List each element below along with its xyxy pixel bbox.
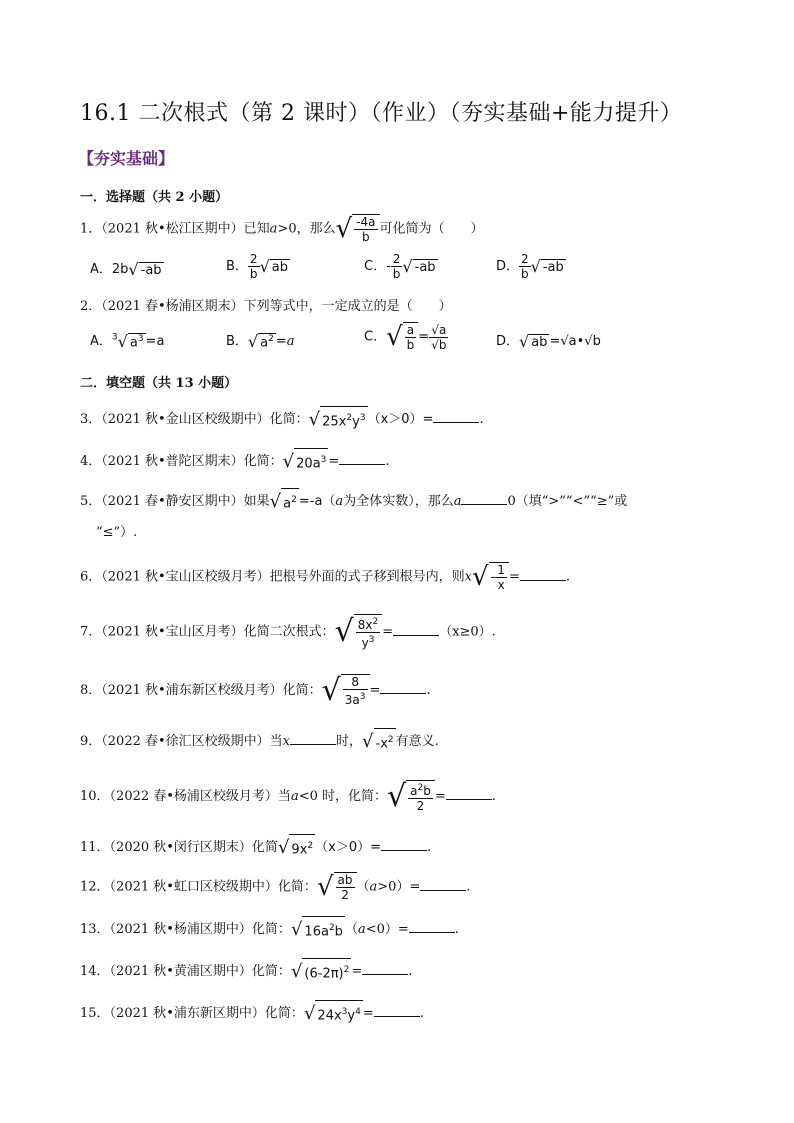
root-index: 3 bbox=[111, 332, 118, 343]
q-text: （2021 春•静安区期中）如果 bbox=[101, 494, 270, 510]
question-10: 10．（2022 春•杨浦区校级月考）当a<0 时，化简：√ $\frac{a^2b}{2}$ = . bbox=[80, 778, 496, 814]
period: . bbox=[426, 840, 432, 856]
option-label: A． bbox=[90, 334, 112, 349]
denominator: b bbox=[392, 267, 401, 281]
var: x bbox=[464, 569, 473, 585]
numerator: 2 bbox=[521, 252, 529, 266]
question-5: 5．（2021 春•静安区期中）如果√ $a^2 =-a(a$为全体实数），那么a 0（填“>”“<”“≥”或 bbox=[80, 488, 627, 515]
page-title: 16.1 二次根式（第 2 课时）（作业）（夯实基础+能力提升） bbox=[80, 101, 683, 126]
exponent: 2 bbox=[328, 923, 335, 933]
option-label: D． bbox=[496, 259, 520, 274]
condition: <0）= bbox=[365, 922, 409, 938]
q-text: 0（填“>”“<”“≥”或 bbox=[507, 494, 628, 510]
option-label: B． bbox=[226, 334, 248, 349]
exponent: 3 bbox=[359, 692, 366, 702]
q-text: （2021 秋•杨浦区期中）化简： bbox=[109, 922, 291, 938]
question-5-line2: “≤”）. bbox=[96, 525, 138, 540]
q-text: （2021 秋•金山区校级期中）化简： bbox=[101, 412, 309, 428]
exponent: 2 bbox=[307, 841, 314, 851]
q-num: 11． bbox=[80, 840, 110, 856]
var: a bbox=[269, 221, 278, 237]
question-15: 15．（2021 秋•浦东新区期中）化简：√ $24x^3y^4$ = . bbox=[80, 1000, 424, 1027]
question-4: 4．（2021 秋•普陀区期末）化简：√ $20a^3$ = . bbox=[80, 448, 389, 475]
radicand: ab bbox=[271, 259, 288, 275]
numerator: a bbox=[438, 322, 447, 337]
q-text: （2022 春•杨浦区校级月考）当 bbox=[109, 789, 291, 804]
exponent: 3 bbox=[341, 1007, 348, 1017]
numerator: ab bbox=[337, 873, 353, 887]
denominator: y bbox=[361, 636, 369, 650]
period: . bbox=[408, 964, 413, 980]
period: . bbox=[565, 569, 570, 585]
question-3: 3．（2021 秋•金山区校级期中）化简：√ $25x^2y^3$ （x＞0）= . bbox=[80, 406, 484, 433]
answer-blank[interactable] bbox=[446, 787, 492, 800]
question-6: 6．（2021 秋•宝山区校级月考）把根号外面的式子移到根号内，则x√ - $\frac{1}{x}$ = . bbox=[80, 562, 570, 592]
radicand: y bbox=[352, 414, 360, 430]
q-text: 可化简为（ ） bbox=[379, 221, 484, 237]
result: = bbox=[275, 334, 287, 349]
period: . bbox=[385, 454, 390, 470]
minus: - bbox=[490, 570, 496, 585]
q-num: 5． bbox=[80, 494, 102, 510]
equals: = bbox=[382, 624, 394, 640]
q1-option-d[interactable]: D． $\frac{2}{b}$ √ -ab bbox=[496, 252, 564, 281]
radicand: -ab bbox=[542, 259, 564, 275]
denominator: b bbox=[249, 267, 258, 281]
question-13: 13．（2021 秋•杨浦区期中）化简：√ $16a^2b$ （a<0）= . bbox=[80, 916, 459, 943]
exponent: 2 bbox=[291, 495, 297, 505]
exponent: 2 bbox=[387, 735, 394, 745]
result: =a bbox=[145, 334, 165, 349]
answer-blank[interactable] bbox=[362, 962, 408, 975]
period: . bbox=[466, 879, 471, 895]
var: a bbox=[286, 334, 295, 349]
period: . bbox=[454, 922, 459, 938]
q-num: 15． bbox=[80, 1006, 110, 1022]
question-12: 12．（2021 秋•虹口区校级期中）化简：√ $\frac{ab}{2}$ （a>0）= . bbox=[80, 872, 471, 902]
q-text: （2021 秋•松江区期中）已知 bbox=[101, 221, 270, 237]
denominator: 2 bbox=[416, 799, 425, 813]
condition: （x≥0）. bbox=[439, 624, 496, 640]
exponent: 2 bbox=[343, 965, 350, 975]
answer-blank[interactable] bbox=[339, 452, 385, 465]
exponent: 2 bbox=[372, 617, 379, 627]
q-text: （2021 秋•虹口区校级期中）化简： bbox=[109, 879, 317, 895]
q-text: （2021 秋•黄浦区期中）化简： bbox=[109, 964, 291, 980]
equals: = bbox=[434, 789, 446, 804]
q-num: 2． bbox=[80, 299, 102, 314]
radicand: -ab bbox=[414, 259, 436, 275]
radicand: a bbox=[260, 335, 269, 351]
numerator: a bbox=[410, 784, 418, 798]
answer-blank[interactable] bbox=[290, 732, 336, 745]
q-text: <0 时，化简： bbox=[298, 789, 387, 804]
q-text: （2021 秋•普陀区期末）化简： bbox=[101, 454, 283, 470]
part2-heading: 二．填空题（共 13 小题） bbox=[80, 376, 238, 391]
q2-option-a[interactable]: A．$^3$√ $a^3 =a$ bbox=[90, 332, 165, 351]
var: a bbox=[335, 494, 344, 510]
dot: • bbox=[576, 334, 585, 349]
exponent: 2 bbox=[346, 413, 353, 423]
period: . bbox=[419, 1006, 424, 1022]
option-label: C．- bbox=[364, 259, 391, 274]
exponent: 4 bbox=[355, 1007, 361, 1017]
radicand: y bbox=[347, 1008, 356, 1024]
numerator: 2 bbox=[249, 252, 258, 266]
numerator: 8 bbox=[343, 675, 368, 690]
option-label: B． bbox=[226, 259, 248, 274]
q-num: 3． bbox=[80, 412, 102, 428]
option-label: D． bbox=[496, 334, 520, 349]
numerator: b bbox=[423, 784, 431, 798]
q-text: （2022 春•徐汇区校级期中）当 bbox=[101, 734, 283, 750]
var: a bbox=[453, 494, 462, 510]
option-label: C． bbox=[364, 329, 387, 345]
equals: = bbox=[508, 569, 520, 585]
var: x bbox=[282, 734, 291, 750]
condition: （x＞0）= bbox=[367, 412, 434, 428]
answer-blank[interactable] bbox=[393, 623, 439, 636]
exponent: 2 bbox=[417, 783, 424, 793]
answer-blank[interactable] bbox=[520, 568, 566, 581]
condition: （x＞0）= bbox=[315, 840, 381, 856]
answer-blank[interactable] bbox=[381, 838, 427, 851]
q-text: 为全体实数），那么 bbox=[343, 494, 454, 510]
denominator: b bbox=[521, 267, 529, 281]
q-text: （2020 秋•闵行区期末）化简 bbox=[109, 840, 278, 856]
answer-blank[interactable] bbox=[420, 878, 466, 891]
condition: （ bbox=[344, 922, 358, 938]
exponent: 3 bbox=[359, 413, 366, 423]
answer-blank[interactable] bbox=[380, 681, 426, 694]
answer-blank[interactable] bbox=[461, 492, 507, 505]
q1-option-c[interactable]: C．- $\frac{2}{b}$ √ -ab bbox=[364, 252, 436, 281]
denominator: b bbox=[406, 338, 415, 352]
q1-option-a[interactable]: A．2b√ -ab bbox=[90, 260, 162, 279]
denominator: b bbox=[438, 337, 447, 352]
period: . bbox=[426, 683, 431, 698]
exponent: 3 bbox=[137, 333, 144, 344]
equals: = bbox=[362, 1006, 374, 1022]
period: . bbox=[491, 789, 496, 804]
question-7: 7．（2021 秋•宝山区月考）化简二次根式：√ $\frac{8x^2}{y^3}$ = （x≥0）. bbox=[80, 614, 496, 650]
radicand: b bbox=[334, 924, 343, 940]
equals: = bbox=[369, 683, 381, 698]
q-num: 10． bbox=[80, 789, 110, 804]
equals: = bbox=[328, 454, 340, 470]
q-text: （2021 春•杨浦区期末）下列等式中，一定成立的是（ ） bbox=[101, 299, 452, 314]
denominator: 3a bbox=[344, 693, 360, 707]
radicand: -x bbox=[375, 736, 388, 752]
numerator: 1 bbox=[497, 563, 505, 577]
radicand: ab bbox=[531, 334, 548, 350]
equals: = bbox=[351, 964, 363, 980]
condition: >0）= bbox=[377, 879, 421, 895]
q-num: 6． bbox=[80, 569, 102, 585]
numerator: -4a bbox=[356, 215, 376, 229]
answer-blank[interactable] bbox=[433, 410, 479, 423]
radicand: 24x bbox=[317, 1008, 342, 1024]
q-text: （2021 秋•浦东新区校级月考）化简： bbox=[101, 683, 322, 698]
q-text: （2021 秋•浦东新区期中）化简： bbox=[109, 1006, 304, 1022]
numerator: 2 bbox=[392, 252, 401, 266]
radicand: 20a bbox=[296, 456, 321, 472]
exponent: 2 bbox=[268, 333, 274, 344]
answer-blank[interactable] bbox=[374, 1004, 420, 1017]
radicand: a bbox=[129, 335, 138, 351]
q-num: 14． bbox=[80, 964, 110, 980]
numerator: a bbox=[405, 323, 417, 338]
q-text: （2021 秋•宝山区月考）化简二次根式： bbox=[101, 624, 335, 640]
q-text: 时， bbox=[336, 734, 363, 750]
radicand: -ab bbox=[140, 262, 162, 278]
question-8: 8．（2021 秋•浦东新区校级月考）化简：√ $\frac{8}{3a^3}$ = . bbox=[80, 672, 431, 708]
denominator: b bbox=[362, 230, 370, 244]
var: a bbox=[568, 334, 577, 349]
section-heading: 【夯实基础】 bbox=[78, 149, 175, 168]
question-14: 14．（2021 秋•黄浦区期中）化简：√ $(6-2\pi)^2$ = . bbox=[80, 958, 412, 985]
q-num: 7． bbox=[80, 624, 102, 640]
question-1 bbox=[80, 214, 484, 244]
radical: √ $\frac{-4a}{b}$ bbox=[336, 214, 380, 244]
var: a bbox=[357, 922, 366, 938]
radicand: 25x bbox=[322, 414, 347, 430]
period: . bbox=[479, 412, 484, 428]
var: a bbox=[290, 789, 299, 804]
question-9: 9．（2022 春•徐汇区校级期中）当x 时，√ $-x^2$ 有意义. bbox=[80, 728, 439, 755]
q-text: （2021 秋•宝山区校级月考）把根号外面的式子移到根号内，则 bbox=[101, 569, 465, 585]
q2-option-d[interactable]: D．√ ab =√a•√b bbox=[496, 332, 601, 351]
q-text: >0，那么 bbox=[277, 221, 336, 237]
denominator: 2 bbox=[341, 888, 349, 902]
var: b bbox=[592, 334, 601, 349]
q-text: =-a（ bbox=[298, 494, 336, 510]
q-num: 8． bbox=[80, 683, 102, 698]
q2-option-c[interactable]: C．√ $\frac{a}{b}$ = $\frac{√a}{√b}$ bbox=[364, 322, 447, 352]
denominator: x bbox=[497, 578, 505, 592]
exponent: 3 bbox=[320, 455, 327, 465]
q-num: 4． bbox=[80, 454, 102, 470]
q-num: 9． bbox=[80, 734, 102, 750]
exponent: 3 bbox=[368, 635, 375, 645]
q-num: 13． bbox=[80, 922, 110, 938]
q-text: 有意义. bbox=[395, 734, 439, 750]
question-11: 11．（2020 秋•闵行区期末）化简√ $9x^2$ （x＞0）= . bbox=[80, 834, 431, 861]
q-num: 12． bbox=[80, 879, 110, 895]
q2-option-b[interactable]: B．√ $a^2 =a$ bbox=[226, 332, 295, 351]
numerator: 8x bbox=[357, 618, 373, 632]
question-2 bbox=[80, 296, 452, 318]
radicand: 16a bbox=[304, 924, 329, 940]
equals: = bbox=[418, 329, 430, 345]
condition: （ bbox=[356, 879, 370, 895]
answer-blank[interactable] bbox=[409, 920, 455, 933]
radicand: 9x bbox=[291, 842, 308, 858]
part1-heading: 一．选择题（共 2 小题） bbox=[80, 190, 229, 205]
equals: = bbox=[549, 334, 561, 349]
radicand: a bbox=[283, 496, 292, 512]
q1-option-b[interactable]: B． $\frac{2}{b}$ √ ab bbox=[226, 252, 288, 281]
var: a bbox=[369, 879, 378, 895]
q-num: 1． bbox=[80, 221, 102, 237]
radicand: (6-2π) bbox=[304, 966, 344, 982]
option-label: A．2b bbox=[90, 262, 129, 277]
